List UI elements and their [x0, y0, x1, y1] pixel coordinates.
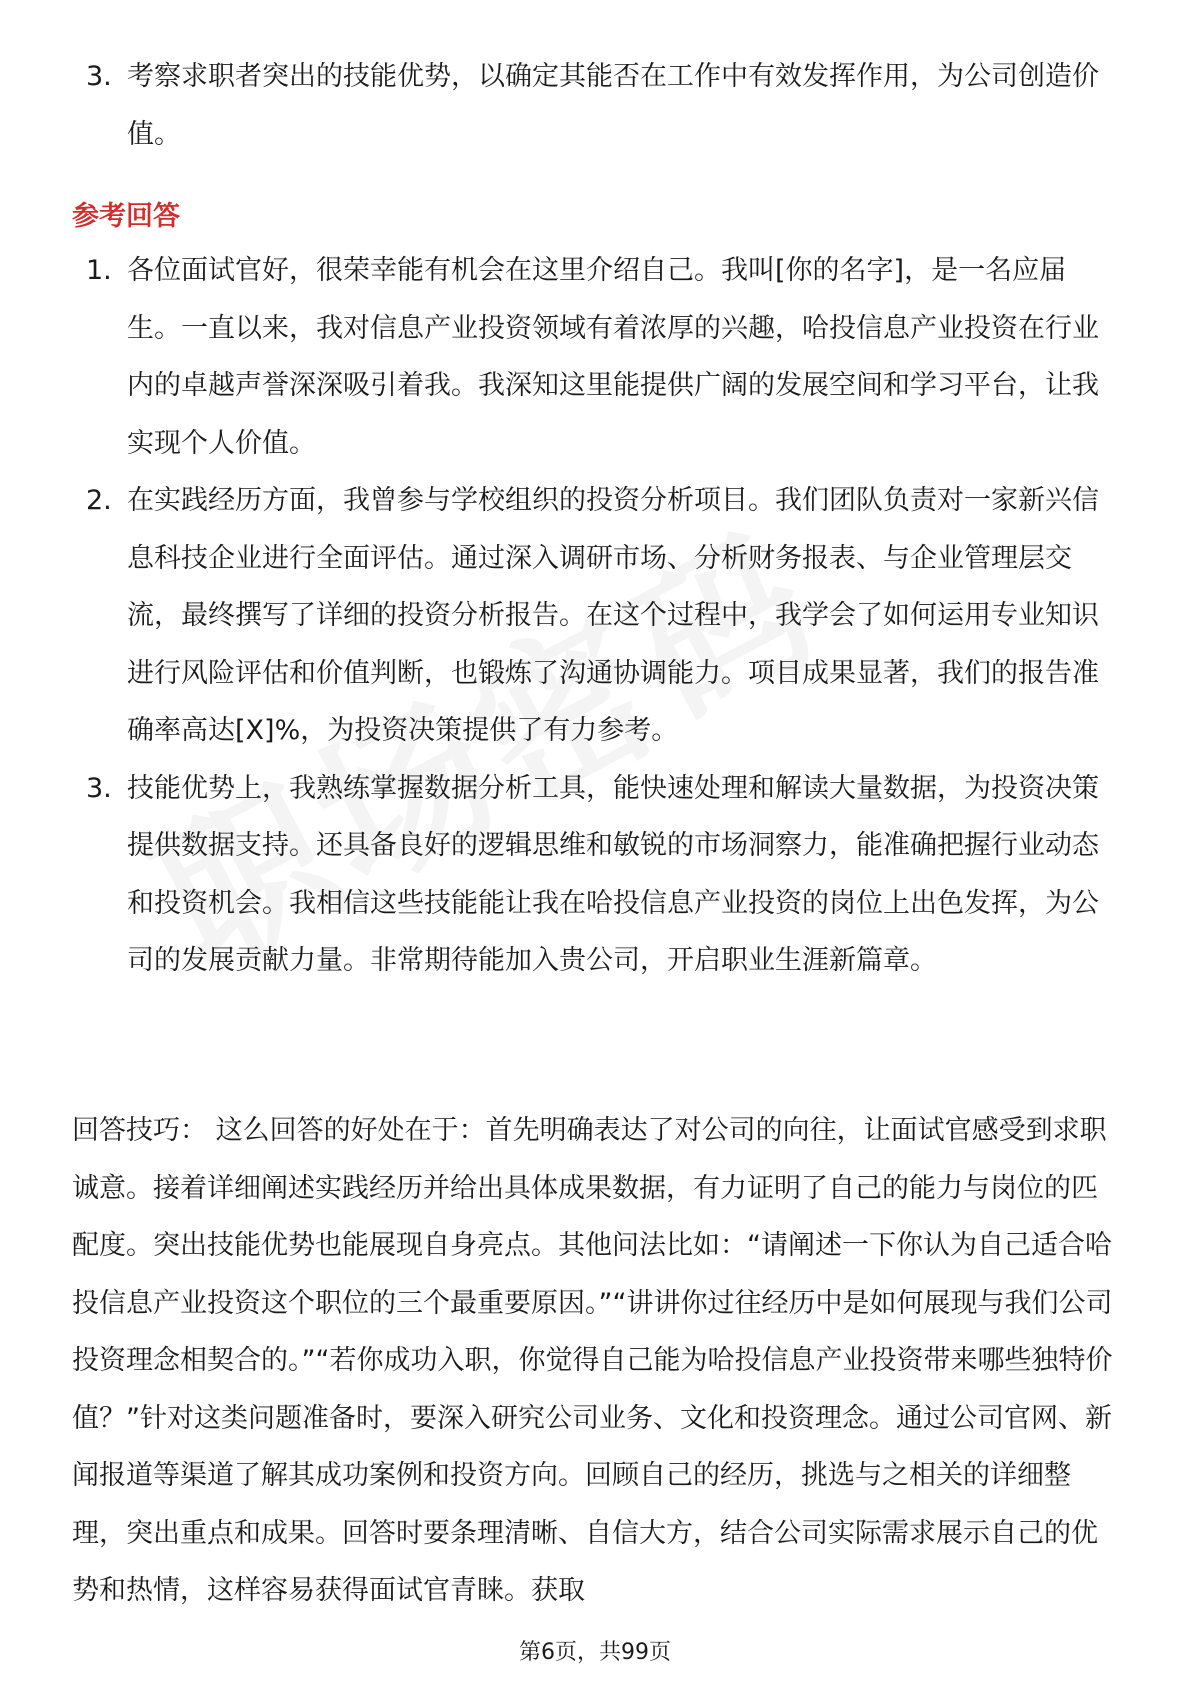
list-item-number: 3.: [86, 772, 112, 804]
section-title: 参考回答: [72, 201, 180, 232]
page-number: 第6页，共99页: [519, 1640, 671, 1665]
list-item: [72, 48, 1118, 163]
list-item-text: 各位面试官好，很荣幸能有机会在这里介绍自己。我叫[你的名字]，是一名应届生。一直以来，我对信息产业投资领域有着浓厚的兴趣，哈投信息产业投资在行业内的卓越声誉深深吸引着我。我深知这里能提供广阔的发展空间和学习平台，让我实现个人价值。: [127, 255, 1099, 459]
list-item: [72, 242, 1118, 472]
list-item-number: 2.: [86, 485, 112, 516]
prev-question-list: [72, 48, 1118, 163]
list-item-text: 在实践经历方面，我曾参与学校组织的投资分析项目。我们团队负责对一家新兴信息科技企业进行全面评估。通过深入调研市场、分析财务报表、与企业管理层交流，最终撰写了详细的投资分析报告。在这个过程中，我学会了如何运用专业知识进行风险评估和价值判断，也锻炼了沟通协调能力。项目成果显著，我们的报告准确率高达[X]%，为投资决策提供了有力参考。: [127, 485, 1099, 746]
list-item-text: 技能优势上，我熟练掌握数据分析工具，能快速处理和解读大量数据，为投资决策提供数据支持。还具备良好的逻辑思维和敏锐的市场洞察力，能准确把握行业动态和投资机会。我相信这些技能能让我在哈投信息产业投资的岗位上出色发挥，为公司的发展贡献力量。非常期待能加入贵公司，开启职业生涯新篇章。: [127, 772, 1099, 976]
answer-list: [72, 242, 1118, 990]
list-item-number: 3.: [86, 61, 112, 92]
answer-tips-paragraph: 回答技巧： 这么回答的好处在于：首先明确表达了对公司的向往，让面试官感受到求职诚意。接着详细阐述实践经历并给出具体成果数据，有力证明了自己的能力与岗位的匹配度。突出技能优势也能展现自身亮点。其他问法比如：“请阐述一下你认为自己适合哈投信息产业投资这个职位的三个最重要原因。”“讲讲你过往经历中是如何展现与我们公司投资理念相契合的。”“若你成功入职，你觉得自己能为哈投信息产业投资带来哪些独特价值？”针对这类问题准备时，要深入研究公司业务、文化和投资理念。通过公司官网、新闻报道等渠道了解其成功案例和投资方向。回顾自己的经历，挑选与之相关的详细整理，突出重点和成果。回答时要条理清晰、自信大方，结合公司实际需求展示自己的优势和热情，这样容易获得面试官青睐。获取: [72, 1115, 1113, 1606]
list-item: [72, 760, 1118, 990]
list-item: [72, 472, 1118, 760]
list-item-number: 1.: [86, 255, 112, 286]
list-item-text: 考察求职者突出的技能优势，以确定其能否在工作中有效发挥作用，为公司创造价值。: [127, 61, 1099, 150]
